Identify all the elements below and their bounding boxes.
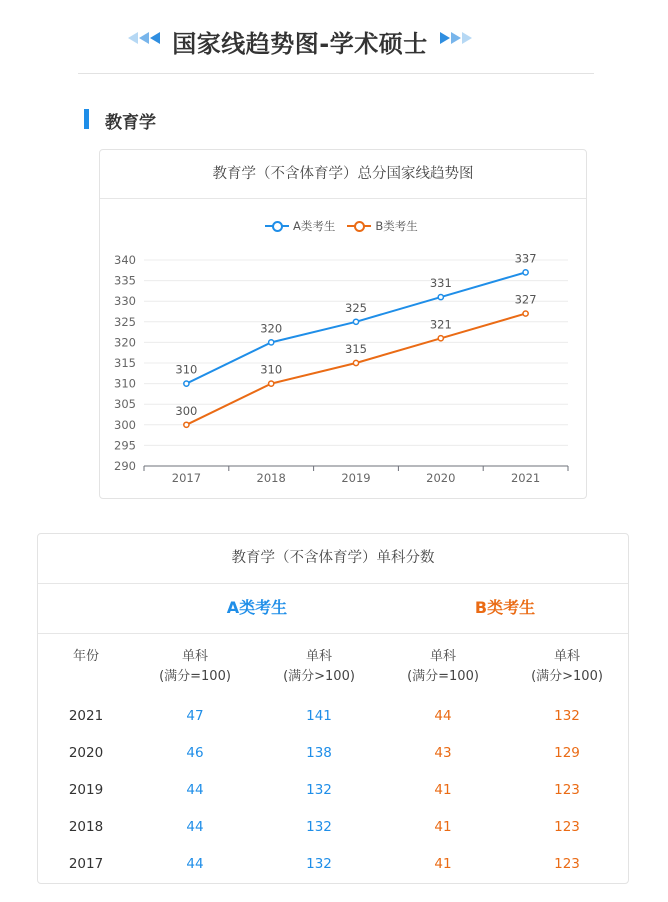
- y-tick-label: 320: [114, 335, 136, 350]
- cell-b1: 43: [434, 745, 452, 761]
- y-tick-label: 305: [114, 397, 136, 412]
- x-tick-label: 2020: [426, 471, 456, 485]
- section-title: 教育学: [105, 113, 156, 133]
- x-tick-label: 2017: [171, 471, 202, 485]
- header-divider: [78, 73, 594, 74]
- cell-a1: 46: [186, 745, 204, 761]
- legend-label: B类考生: [375, 219, 418, 233]
- data-point: [438, 336, 443, 341]
- cell-a2: 138: [306, 745, 332, 761]
- page-title: 国家线趋势图-学术硕士: [172, 30, 428, 58]
- table-row: [38, 782, 628, 802]
- cell-b2: 123: [554, 782, 580, 798]
- legend-label: A类考生: [293, 219, 336, 233]
- data-label: 331: [429, 276, 452, 291]
- x-tick-label: 2018: [256, 471, 286, 485]
- data-point: [269, 340, 274, 345]
- cell-year: 2019: [68, 782, 104, 798]
- table-row: [38, 856, 628, 876]
- column-header-b1: 单科 (满分=100): [407, 649, 479, 684]
- table-group-header: [38, 583, 628, 634]
- cell-a1: 44: [186, 819, 204, 835]
- y-tick-label: 340: [114, 253, 136, 267]
- column-header-b2: 单科 (满分>100): [531, 649, 603, 684]
- y-tick-label: 310: [114, 376, 136, 391]
- cell-b2: 132: [554, 708, 580, 724]
- data-point: [184, 422, 189, 427]
- chart-title: 教育学（不含体育学）总分国家线趋势图: [100, 150, 586, 199]
- cell-a1: 47: [186, 708, 204, 724]
- y-tick-label: 325: [114, 314, 136, 329]
- y-tick-label: 300: [114, 417, 136, 432]
- x-tick-label: 2019: [341, 471, 371, 485]
- data-label: 315: [345, 342, 367, 356]
- data-point: [438, 294, 443, 299]
- data-point: [353, 319, 358, 324]
- cell-a2: 141: [306, 708, 332, 724]
- column-header-year: 年份: [72, 649, 99, 664]
- table-title: 教育学（不含体育学）单科分数: [38, 534, 628, 584]
- table-row: [38, 708, 628, 728]
- data-label: 310: [175, 362, 198, 377]
- data-label: 325: [345, 300, 367, 315]
- section-accent-bar: [84, 109, 89, 129]
- line-chart: [100, 150, 588, 500]
- y-tick-label: 330: [114, 294, 136, 309]
- group-label-b: B类考生: [474, 598, 536, 617]
- cell-year: 2020: [68, 745, 104, 761]
- chart-card: [99, 149, 587, 499]
- cell-b2: 123: [554, 856, 580, 872]
- cell-a2: 132: [306, 782, 332, 798]
- score-table-card: [37, 533, 629, 884]
- cell-b1: 41: [434, 782, 452, 798]
- cell-year: 2021: [68, 708, 104, 724]
- data-point: [269, 381, 274, 386]
- x-tick-label: 2021: [510, 471, 541, 485]
- y-tick-label: 290: [114, 459, 136, 473]
- data-label: 300: [175, 403, 198, 418]
- cell-b2: 129: [554, 745, 580, 761]
- data-point: [523, 270, 528, 275]
- group-label-a: A类考生: [226, 598, 288, 617]
- page-header: [0, 18, 668, 62]
- cell-a2: 132: [306, 819, 332, 835]
- cell-year: 2018: [68, 819, 104, 835]
- data-label: 321: [429, 317, 452, 332]
- column-header-a1: 单科 (满分=100): [159, 649, 231, 684]
- cell-a1: 44: [186, 782, 204, 798]
- data-label: 337: [514, 251, 537, 266]
- cell-a2: 132: [306, 856, 332, 872]
- data-label: 327: [514, 292, 537, 307]
- data-point: [353, 360, 358, 365]
- y-tick-label: 295: [114, 438, 136, 453]
- column-header-a2: 单科 (满分>100): [283, 649, 355, 684]
- double-arrow-right-icon: [440, 32, 472, 44]
- data-label: 320: [260, 321, 283, 336]
- cell-b1: 44: [434, 708, 452, 724]
- table-row: [38, 819, 628, 839]
- cell-b2: 123: [554, 819, 580, 835]
- cell-b1: 41: [434, 856, 452, 872]
- data-point: [184, 381, 189, 386]
- y-tick-label: 335: [114, 273, 136, 288]
- table-row: [38, 745, 628, 765]
- cell-a1: 44: [186, 856, 204, 872]
- data-point: [523, 311, 528, 316]
- data-label: 310: [260, 362, 283, 377]
- cell-b1: 41: [434, 819, 452, 835]
- cell-year: 2017: [68, 856, 104, 872]
- y-tick-label: 315: [114, 356, 136, 370]
- series-line: [186, 314, 525, 425]
